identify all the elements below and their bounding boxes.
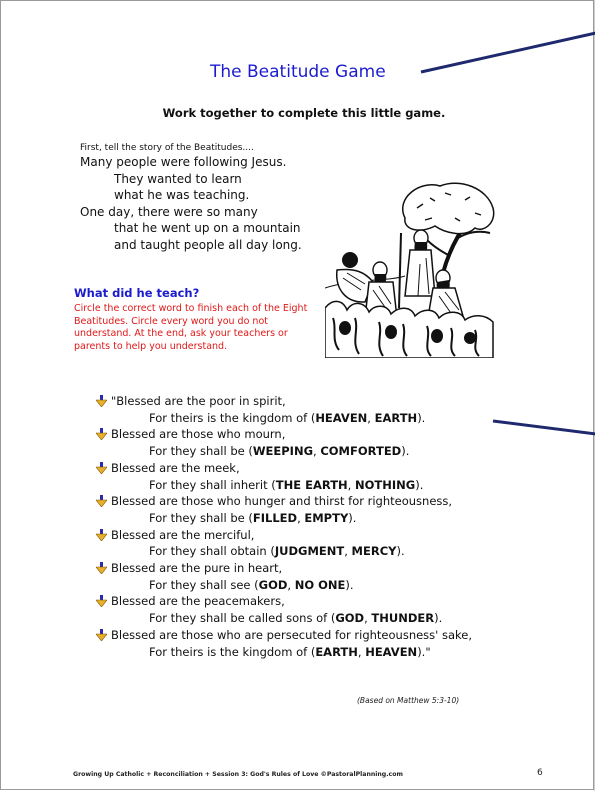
- answer-suffix: ).: [417, 410, 426, 425]
- beatitude-line: Blessed are those who mourn,: [111, 427, 286, 442]
- down-arrow-bullet-icon: [96, 562, 107, 574]
- answer-option-a[interactable]: WEEPING: [252, 444, 314, 459]
- answer-option-b[interactable]: MERCY: [351, 544, 397, 559]
- story-line: Many people were following Jesus.: [80, 155, 287, 169]
- beatitude-item: [96, 493, 472, 526]
- story-line: what he was teaching.: [114, 188, 250, 202]
- beatitude-item: [96, 393, 472, 426]
- beatitude-answer-line: For they shall be (WEEPING, COMFORTED).: [149, 444, 410, 459]
- beatitude-item: [96, 527, 472, 560]
- beatitude-item: [96, 560, 472, 593]
- answer-prefix: For they shall inherit (: [149, 477, 276, 492]
- answer-suffix: ).: [348, 510, 357, 525]
- beatitude-answer-line: For they shall be (FILLED, EMPTY).: [149, 510, 357, 525]
- down-arrow-bullet-icon: [96, 629, 107, 641]
- beatitude-answer-line: For they shall inherit (THE EARTH, NOTHING).: [149, 477, 424, 492]
- beatitude-line: Blessed are those who are persecuted for righteousness' sake,: [111, 627, 473, 642]
- beatitude-item: [96, 627, 472, 660]
- beatitude-line: Blessed are the peacemakers,: [111, 594, 285, 609]
- answer-prefix: For they shall be called sons of (: [149, 611, 336, 626]
- answer-suffix: ).: [396, 544, 405, 559]
- beatitude-item: [96, 593, 472, 626]
- answer-suffix: ).: [415, 477, 424, 492]
- beatitude-line: Blessed are the meek,: [111, 460, 240, 475]
- answer-suffix: ).: [434, 611, 443, 626]
- answer-option-b[interactable]: NO ONE: [294, 577, 346, 592]
- story-line: They wanted to learn: [114, 171, 242, 186]
- beatitude-line: Blessed are those who hunger and thirst for righteousness,: [111, 494, 453, 509]
- down-arrow-bullet-icon: [96, 529, 107, 541]
- answer-option-b[interactable]: EMPTY: [304, 510, 349, 525]
- beatitude-line: Blessed are the merciful,: [111, 527, 255, 542]
- answer-prefix: For they shall be (: [149, 510, 253, 525]
- question-instructions: Circle the correct word to finish each of the Eight Beatitudes. Circle every word you do not understand. At the end, ask your teachers or parents to help you understand.: [74, 303, 308, 352]
- answer-option-b[interactable]: NOTHING: [354, 477, 416, 492]
- answer-prefix: For they shall be (: [149, 444, 253, 459]
- down-arrow-bullet-icon: [96, 495, 107, 507]
- question-heading: What did he teach?: [74, 286, 200, 300]
- beatitude-list: [96, 393, 472, 660]
- answer-prefix: For theirs is the kingdom of (: [149, 644, 316, 659]
- answer-option-a[interactable]: THE EARTH: [275, 477, 348, 492]
- beatitude-item: [96, 460, 472, 493]
- beatitude-item: [96, 426, 472, 459]
- answer-option-a[interactable]: HEAVEN: [315, 410, 368, 425]
- down-arrow-bullet-icon: [96, 428, 107, 440]
- story-text: [80, 154, 302, 253]
- beatitude-answer-line: For they shall obtain (JUDGMENT, MERCY).: [149, 544, 405, 559]
- beatitude-answer-line: For they shall be called sons of (GOD, THUNDER).: [149, 611, 443, 626]
- answer-option-a[interactable]: GOD: [335, 611, 365, 626]
- answer-suffix: ).": [417, 644, 431, 659]
- beatitude-answer-line: For they shall see (GOD, NO ONE).: [149, 577, 354, 592]
- down-arrow-bullet-icon: [96, 395, 107, 407]
- answer-option-a[interactable]: GOD: [258, 577, 288, 592]
- story-line: and taught people all day long.: [114, 237, 302, 252]
- answer-option-a[interactable]: FILLED: [252, 510, 298, 525]
- answer-suffix: ).: [345, 577, 354, 592]
- page-subtitle: Work together to complete this little game.: [162, 106, 446, 120]
- page-footer: Growing Up Catholic + Reconciliation + Session 3: God's Rules of Love ©PastoralPlanning.com: [73, 771, 403, 778]
- answer-option-b[interactable]: COMFORTED: [320, 444, 402, 459]
- answer-prefix: For theirs is the kingdom of (: [149, 410, 316, 425]
- story-line: One day, there were so many: [80, 204, 258, 219]
- down-arrow-bullet-icon: [96, 595, 107, 607]
- answer-option-b[interactable]: EARTH: [374, 410, 418, 425]
- answer-option-a[interactable]: EARTH: [315, 644, 358, 659]
- answer-suffix: ).: [401, 444, 410, 459]
- page-title: The Beatitude Game: [210, 62, 386, 82]
- answer-option-a[interactable]: JUDGMENT: [274, 544, 345, 559]
- answer-option-b[interactable]: HEAVEN: [365, 644, 418, 659]
- story-line: that he went up on a mountain: [114, 221, 301, 235]
- answer-option-b[interactable]: THUNDER: [371, 611, 435, 626]
- beatitude-line: Blessed are the pure in heart,: [111, 561, 283, 576]
- intro-text: First, tell the story of the Beatitudes....: [80, 143, 254, 153]
- answer-prefix: For they shall see (: [149, 577, 259, 592]
- jesus-teaching-illustration: [325, 178, 495, 358]
- beatitude-answer-line: For theirs is the kingdom of (EARTH, HEAVEN).": [149, 644, 431, 659]
- down-arrow-bullet-icon: [96, 462, 107, 474]
- beatitude-line: "Blessed are the poor in spirit,: [111, 394, 286, 408]
- citation: (Based on Matthew 5:3-10): [357, 696, 460, 705]
- answer-prefix: For they shall obtain (: [149, 544, 275, 559]
- beatitude-answer-line: For theirs is the kingdom of (HEAVEN, EARTH).: [149, 410, 426, 425]
- page-number: 6: [537, 768, 543, 778]
